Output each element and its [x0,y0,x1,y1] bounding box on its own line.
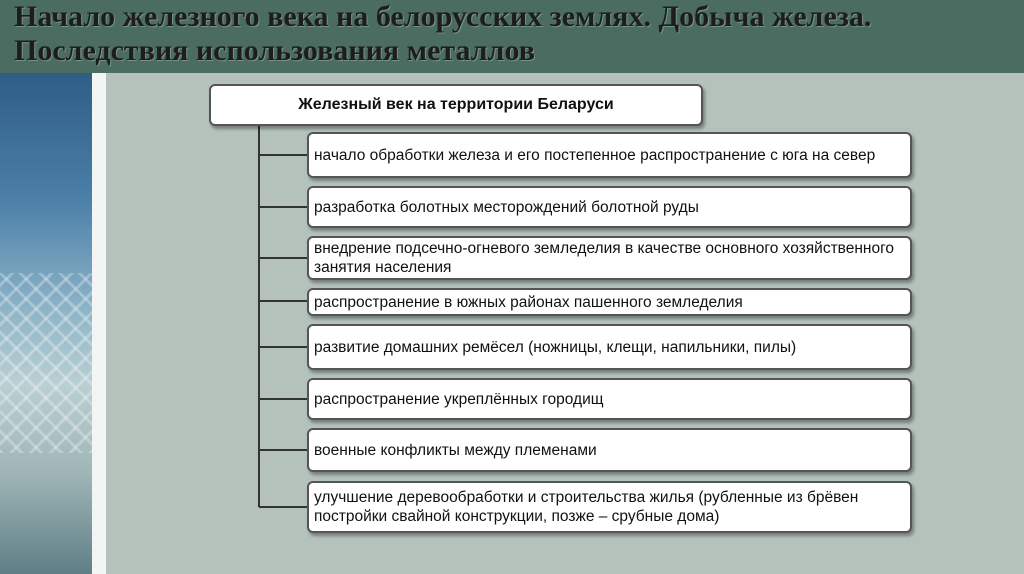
diagram-item: военные конфликты между племенами [307,428,912,472]
diagram-item: начало обработки железа и его постепенное распространение с юга на север [307,132,912,178]
diagram-item: распространение в южных районах пашенного земледелия [307,288,912,316]
root-node: Железный век на территории Беларуси [209,84,703,126]
slide-title: Начало железного века на белорусских землях. Добыча железа. Последствия использования металлов [14,0,872,67]
diagram-item: развитие домашних ремёсел (ножницы, клещи, напильники, пилы) [307,324,912,370]
diagram-item: улучшение деревообработки и строительства жилья (рубленные из брёвен постройки свайной конструкции, позже – срубные дома) [307,481,912,533]
diagram-item: внедрение подсечно-огневого земледелия в качестве основного хозяйственного занятия населения [307,236,912,280]
diagram-item: разработка болотных месторождений болотной руды [307,186,912,228]
diagram-item: распространение укреплённых городищ [307,378,912,420]
